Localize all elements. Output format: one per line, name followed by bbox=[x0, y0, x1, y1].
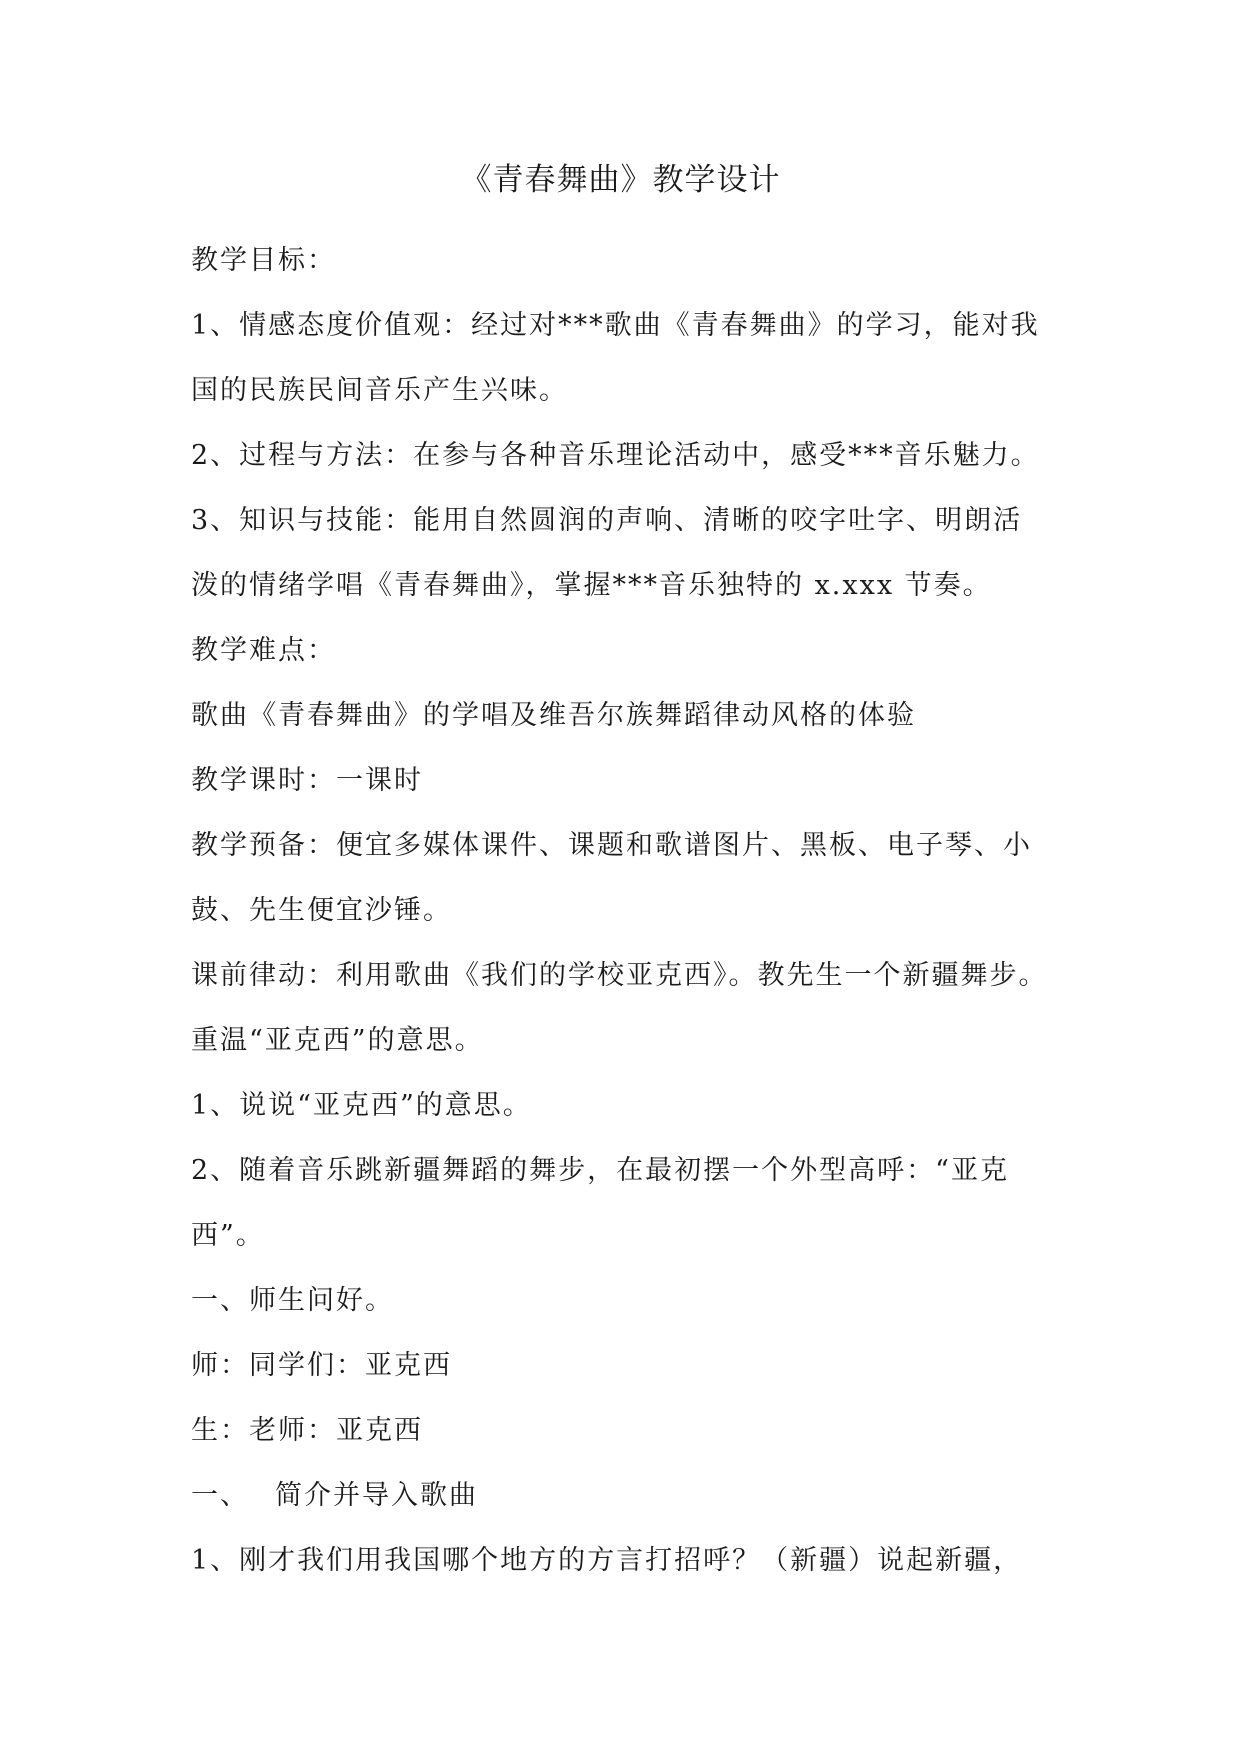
paragraph-line: 西”。 bbox=[191, 1220, 265, 1251]
document-title: 《青春舞曲》教学设计 bbox=[460, 162, 781, 198]
paragraph-line: 2、过程与方法：在参与各种音乐理论活动中，感受***音乐魅力。 bbox=[191, 440, 1040, 471]
paragraph-line: 2、随着音乐跳新疆舞蹈的舞步，在最初摆一个外型高呼：“亚克 bbox=[191, 1155, 1009, 1186]
section-heading-difficulties: 教学难点： bbox=[191, 635, 336, 666]
paragraph-line: 1、刚才我们用我国哪个地方的方言打招呼？（新疆）说起新疆， bbox=[191, 1545, 1023, 1576]
section-heading-text: 简介并导入歌曲 bbox=[275, 1480, 478, 1511]
section-number: 一、 bbox=[191, 1480, 249, 1511]
section-heading-introduction bbox=[191, 1463, 1053, 1528]
paragraph-line: 1、情感态度价值观：经过对***歌曲《青春舞曲》的学习，能对我 bbox=[191, 310, 1040, 341]
paragraph-line: 1、说说“亚克西”的意思。 bbox=[191, 1090, 532, 1121]
section-heading-objectives: 教学目标： bbox=[191, 245, 336, 276]
paragraph-line: 教学预备：便宜多媒体课件、课题和歌谱图片、黑板、电子琴、小 bbox=[191, 830, 1032, 861]
section-heading-greeting: 一、师生问好。 bbox=[191, 1285, 394, 1316]
dialogue-line-student: 生：老师：亚克西 bbox=[191, 1415, 423, 1446]
paragraph-line: 国的民族民间音乐产生兴味。 bbox=[191, 375, 568, 406]
document-body bbox=[191, 228, 1053, 1593]
paragraph-line: 重温“亚克西”的意思。 bbox=[191, 1025, 484, 1056]
paragraph-line: 泼的情绪学唱《青春舞曲》，掌握***音乐独特的 x.xxx 节奏。 bbox=[191, 570, 992, 601]
paragraph-line: 歌曲《青春舞曲》的学唱及维吾尔族舞蹈律动风格的体验 bbox=[191, 700, 916, 731]
paragraph-line: 课前律动：利用歌曲《我们的学校亚克西》。教先生一个新疆舞步。 bbox=[191, 960, 1048, 991]
paragraph-line: 教学课时：一课时 bbox=[191, 765, 423, 796]
paragraph-line: 3、知识与技能：能用自然圆润的声响、清晰的咬字吐字、明朗活 bbox=[191, 505, 1023, 536]
paragraph-line: 鼓、先生便宜沙锤。 bbox=[191, 895, 452, 926]
dialogue-line-teacher: 师：同学们：亚克西 bbox=[191, 1350, 452, 1381]
